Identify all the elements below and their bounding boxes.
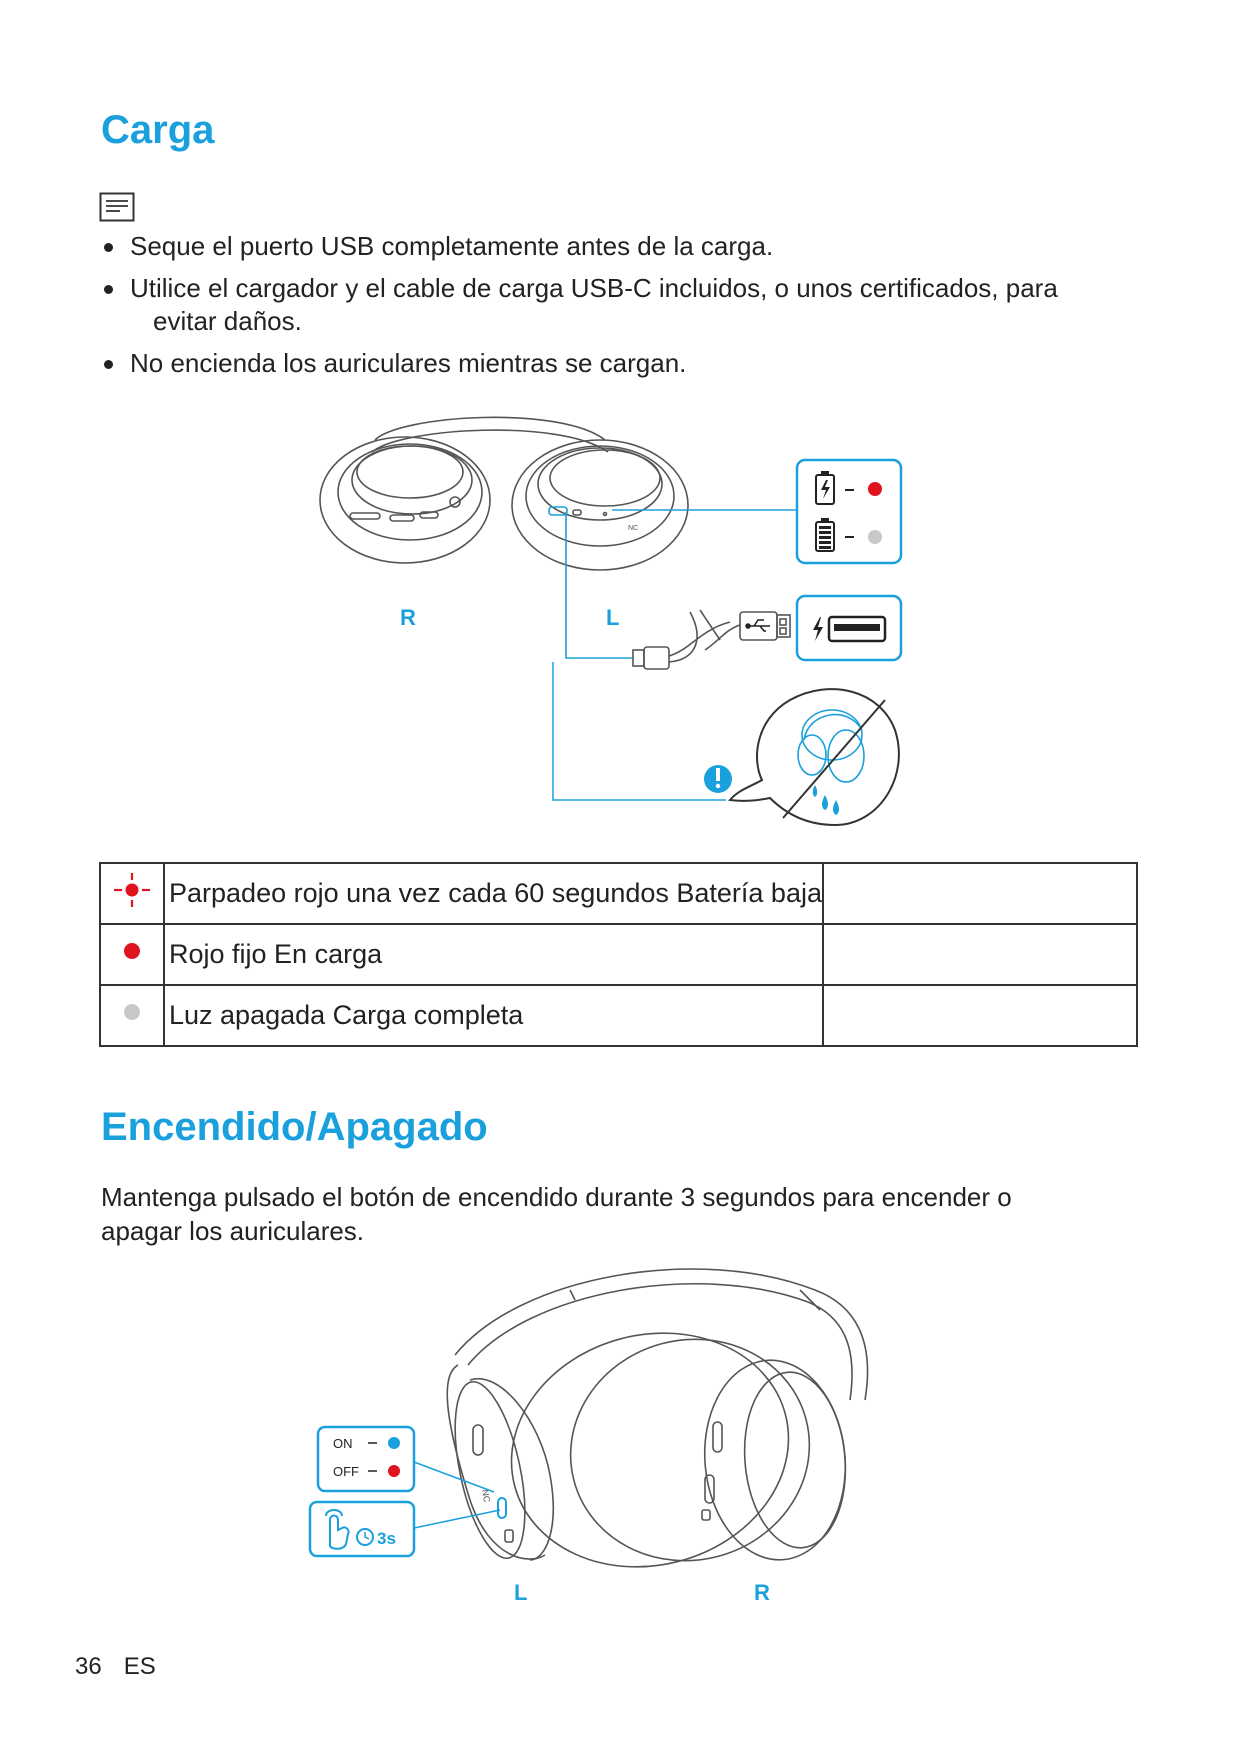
page-number: 36	[75, 1653, 102, 1680]
no-wet-charging-icon	[730, 689, 899, 825]
led-status-callout	[797, 460, 901, 563]
headphones-top-view	[320, 417, 688, 570]
list-item-text-continued: evitar daños.	[153, 306, 302, 336]
led-status-table	[99, 862, 1138, 1047]
paragraph-line: Mantenga pulsado el botón de encendido durante 3 segundos para encender o	[101, 1182, 1012, 1212]
label-left: L	[606, 605, 620, 630]
section-title-encendido-apagado: Encendido/Apagado	[101, 1105, 488, 1149]
table-row	[100, 985, 1137, 1046]
table-cell-icon	[100, 924, 164, 985]
hold-time-label: 3s	[377, 1529, 396, 1548]
list-item	[101, 347, 1141, 380]
list-item-text: No encienda los auriculares mientras se cargan.	[130, 348, 687, 378]
led-callout-line	[414, 1462, 494, 1492]
gray-light-off-icon	[120, 1000, 144, 1024]
off-label: OFF	[333, 1464, 359, 1479]
table-row	[100, 924, 1137, 985]
label-right: R	[754, 1580, 770, 1605]
red-led-icon	[388, 1465, 400, 1477]
list-item	[101, 230, 1141, 263]
red-led-icon	[868, 482, 882, 496]
nc-button-label: NC	[628, 525, 639, 532]
table-cell-description: Luz apagada Carga completa	[164, 985, 823, 1046]
list-item-text: Utilice el cargador y el cable de carga USB-C incluidos, o unos certificados, para	[130, 273, 1058, 303]
bullet-icon	[104, 285, 113, 294]
headphones-side-view	[442, 1269, 868, 1597]
power-instructions-paragraph	[101, 1180, 1141, 1248]
nc-button-label: NC	[480, 1488, 493, 1504]
warning-callout-line	[553, 662, 726, 800]
table-cell-extra	[823, 863, 1137, 924]
section-title-carga: Carga	[101, 108, 215, 152]
list-item-text: Seque el puerto USB completamente antes de la carga.	[130, 231, 774, 261]
solid-red-light-icon	[120, 939, 144, 963]
power-illustration	[300, 1260, 890, 1620]
table-cell-extra	[823, 985, 1137, 1046]
paragraph-line: apagar los auriculares.	[101, 1216, 365, 1246]
usb-icon	[746, 620, 770, 631]
table-cell-description: Parpadeo rojo una vez cada 60 segundos Batería baja	[164, 863, 823, 924]
charging-precautions-list	[101, 230, 1141, 389]
blinking-red-light-icon	[112, 870, 152, 910]
table-row	[100, 863, 1137, 924]
table-cell-icon	[100, 863, 164, 924]
table-cell-description: Rojo fijo En carga	[164, 924, 823, 985]
note-icon	[99, 192, 135, 222]
on-label: ON	[333, 1436, 353, 1451]
list-item	[101, 272, 1141, 338]
page-footer	[75, 1653, 178, 1681]
label-right: R	[400, 605, 416, 630]
blue-led-icon	[388, 1437, 400, 1449]
bullet-icon	[104, 360, 113, 369]
button-callout-line	[414, 1510, 500, 1528]
bullet-icon	[104, 243, 113, 252]
label-left: L	[514, 1580, 528, 1605]
table-cell-extra	[823, 924, 1137, 985]
table-cell-icon	[100, 985, 164, 1046]
charging-illustration	[300, 400, 940, 840]
language-code: ES	[123, 1653, 156, 1680]
gray-led-icon	[868, 530, 882, 544]
